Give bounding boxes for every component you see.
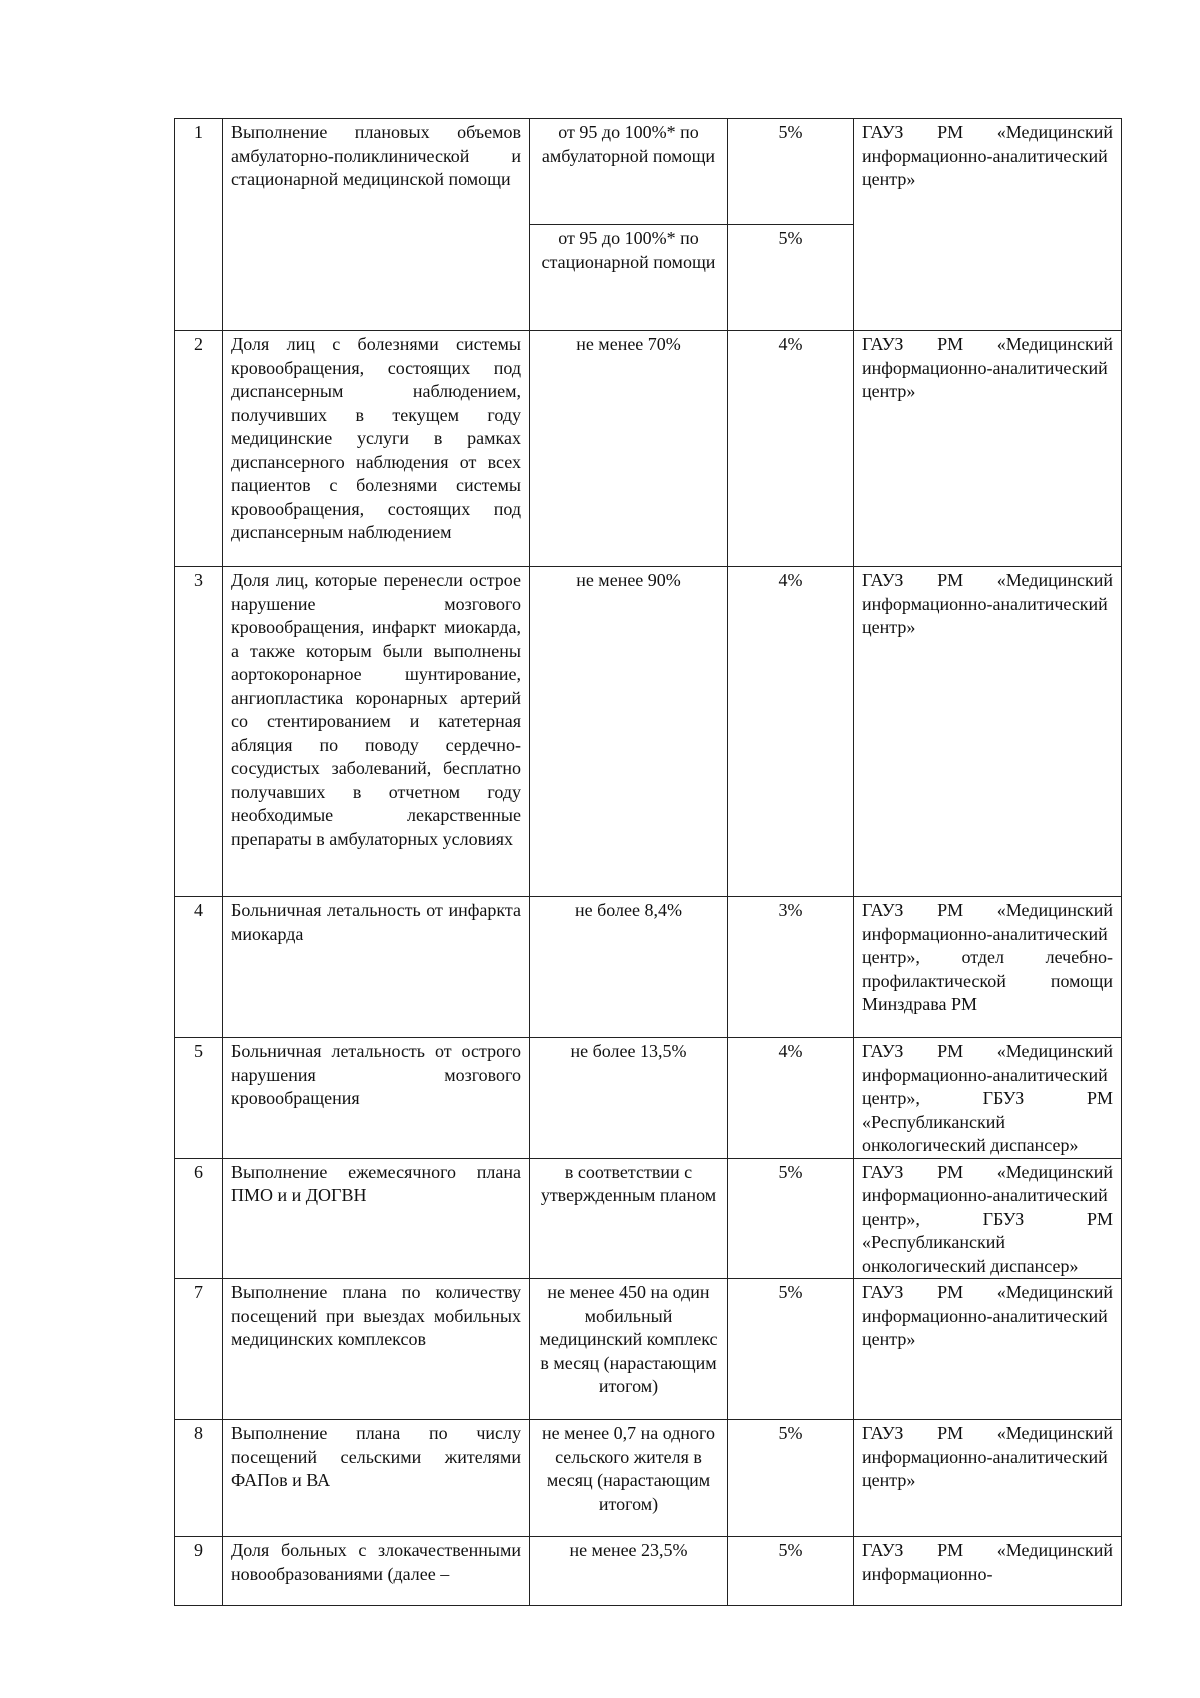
weight-cell: 3% <box>728 897 854 1038</box>
indicators-table <box>174 118 1122 1606</box>
source-cell: ГАУЗ РМ «Медицинский информационно-аналитический центр», отдел лечебно-профилактической помощи Минздрава РМ <box>854 897 1122 1038</box>
source-cell: ГАУЗ РМ «Медицинский информационно-аналитический центр» <box>854 567 1122 897</box>
indicator-cell: Выполнение ежемесячного плана ПМО и и ДОГВН <box>223 1158 530 1279</box>
row-number: 2 <box>175 331 223 567</box>
criterion-cell: в соответствии с утвержденным планом <box>530 1158 728 1279</box>
criterion-cell: не менее 23,5% <box>530 1537 728 1606</box>
indicator-cell: Доля лиц с болезнями системы кровообращения, состоящих под диспансерным наблюдением, получивших в текущем году медицинские услуги в рамках диспансерного наблюдения от всех пациентов с болезнями системы кровообращения, состоящих под диспансерным наблюдением <box>223 331 530 567</box>
table-row <box>175 119 1122 225</box>
criterion-cell: не более 8,4% <box>530 897 728 1038</box>
indicator-cell: Доля больных с злокачественными новообразованиями (далее – <box>223 1537 530 1606</box>
weight-cell: 4% <box>728 331 854 567</box>
indicator-cell: Больничная летальность от инфаркта миокарда <box>223 897 530 1038</box>
criterion-cell: не менее 90% <box>530 567 728 897</box>
criterion-cell: не менее 450 на один мобильный медицинский комплекс в месяц (нарастающим итогом) <box>530 1279 728 1420</box>
source-cell: ГАУЗ РМ «Медицинский информационно-аналитический центр», ГБУЗ РМ «Республиканский онкологический диспансер» <box>854 1158 1122 1279</box>
row-number: 3 <box>175 567 223 897</box>
row-number: 4 <box>175 897 223 1038</box>
weight-cell: 5% <box>728 1158 854 1279</box>
table-row <box>175 1279 1122 1420</box>
source-cell: ГАУЗ РМ «Медицинский информационно- <box>854 1537 1122 1606</box>
table-row <box>175 1158 1122 1279</box>
indicator-cell: Доля лиц, которые перенесли острое нарушение мозгового кровообращения, инфаркт миокарда, а также которым были выполнены аортокоронарное шунтирование, ангиопластика коронарных артерий со стентированием и катетерная абляция по поводу сердечно-сосудистых заболеваний, бесплатно получавших в отчетном году необходимые лекарственные препараты в амбулаторных условиях <box>223 567 530 897</box>
weight-cell: 5% <box>728 1420 854 1537</box>
weight-cell: 5% <box>728 225 854 331</box>
row-number: 9 <box>175 1537 223 1606</box>
weight-cell: 5% <box>728 1537 854 1606</box>
criterion-cell: не менее 0,7 на одного сельского жителя в месяц (нарастающим итогом) <box>530 1420 728 1537</box>
source-cell: ГАУЗ РМ «Медицинский информационно-аналитический центр» <box>854 331 1122 567</box>
indicator-cell: Выполнение плана по количеству посещений при выездах мобильных медицинских комплексов <box>223 1279 530 1420</box>
row-number: 6 <box>175 1158 223 1279</box>
row-number: 8 <box>175 1420 223 1537</box>
table-row <box>175 1420 1122 1537</box>
source-cell: ГАУЗ РМ «Медицинский информационно-аналитический центр» <box>854 1279 1122 1420</box>
indicator-cell: Выполнение плановых объемов амбулаторно-поликлинической и стационарной медицинской помощи <box>223 119 530 331</box>
source-cell: ГАУЗ РМ «Медицинский информационно-аналитический центр», ГБУЗ РМ «Республиканский онкологический диспансер» <box>854 1038 1122 1159</box>
row-number: 7 <box>175 1279 223 1420</box>
table-row <box>175 897 1122 1038</box>
weight-cell: 4% <box>728 1038 854 1159</box>
weight-cell: 4% <box>728 567 854 897</box>
criterion-cell: от 95 до 100%* по амбулаторной помощи <box>530 119 728 225</box>
table-row <box>175 567 1122 897</box>
weight-cell: 5% <box>728 119 854 225</box>
table-row <box>175 331 1122 567</box>
criterion-cell: от 95 до 100%* по стационарной помощи <box>530 225 728 331</box>
table-row <box>175 1038 1122 1159</box>
indicator-cell: Больничная летальность от острого нарушения мозгового кровообращения <box>223 1038 530 1159</box>
weight-cell: 5% <box>728 1279 854 1420</box>
criterion-cell: не более 13,5% <box>530 1038 728 1159</box>
row-number: 5 <box>175 1038 223 1159</box>
source-cell: ГАУЗ РМ «Медицинский информационно-аналитический центр» <box>854 1420 1122 1537</box>
row-number: 1 <box>175 119 223 331</box>
criterion-cell: не менее 70% <box>530 331 728 567</box>
indicator-cell: Выполнение плана по числу посещений сельскими жителями ФАПов и ВА <box>223 1420 530 1537</box>
table-row <box>175 1537 1122 1606</box>
source-cell: ГАУЗ РМ «Медицинский информационно-аналитический центр» <box>854 119 1122 331</box>
